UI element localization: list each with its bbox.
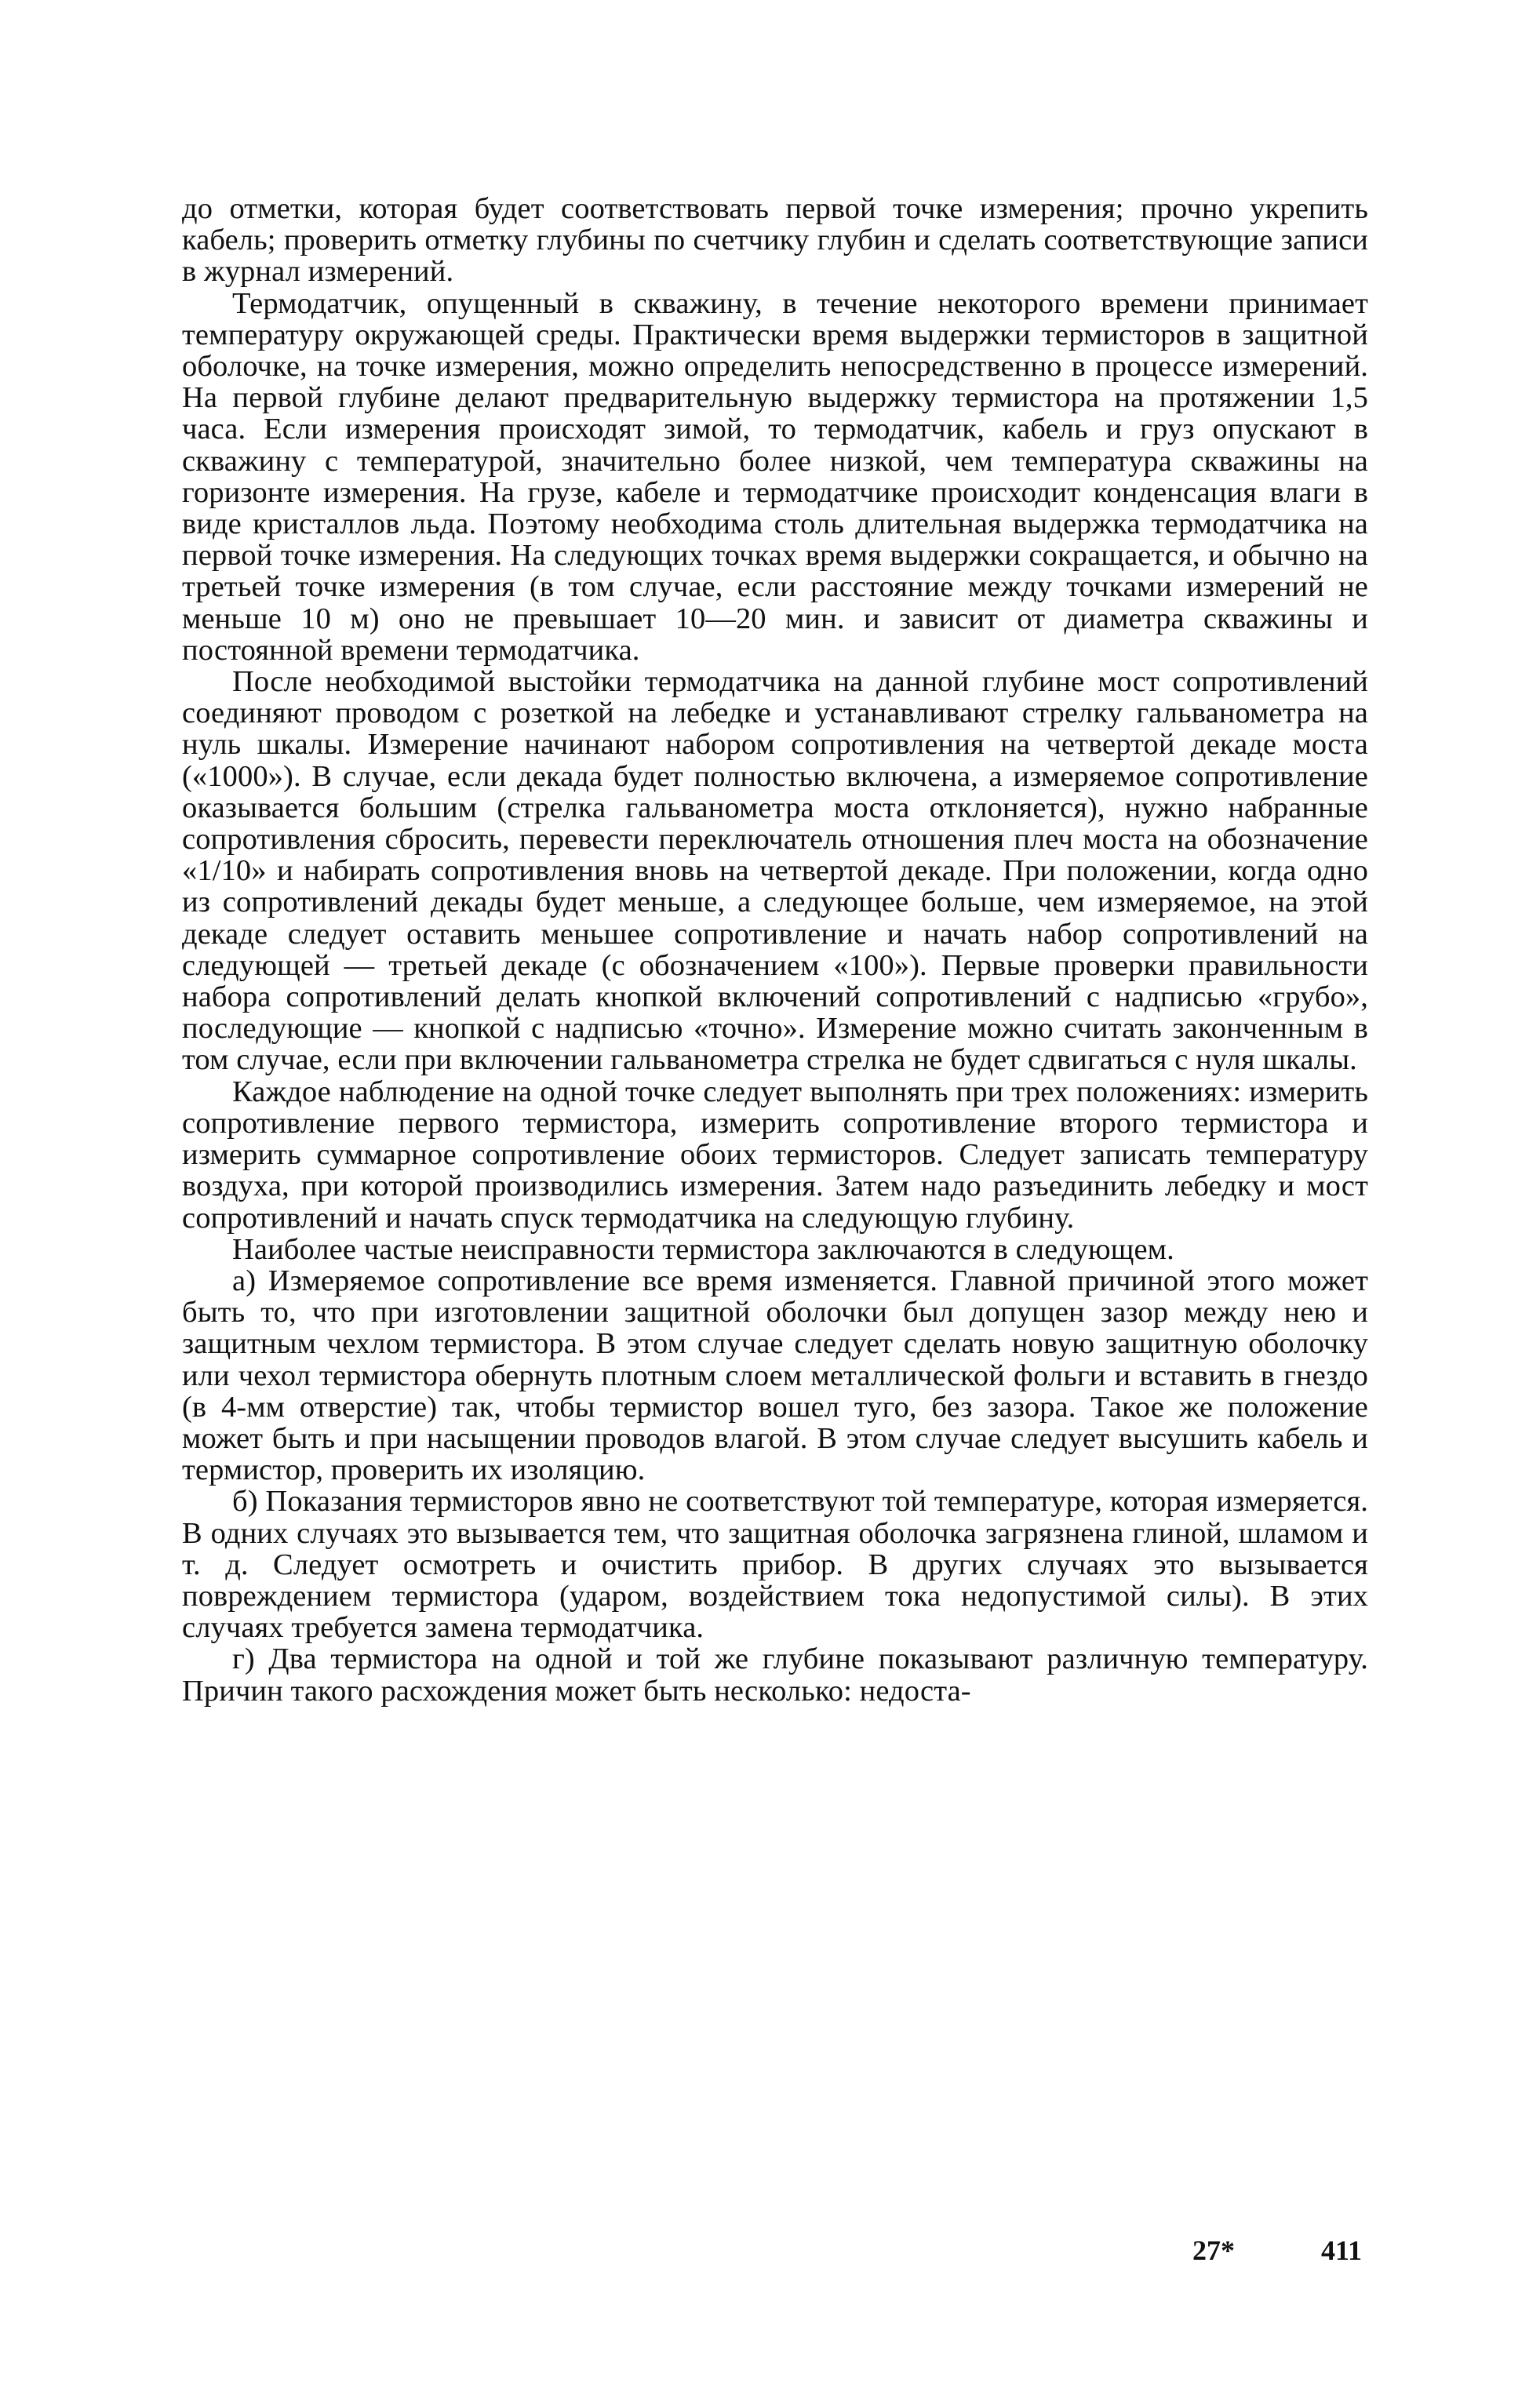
paragraph-list-item: г) Два термистора на одной и той же глубине показывают различную температуру. Причин такого расхождения может быть несколько: недоста-	[182, 1642, 1368, 1708]
paragraph: Термодатчик, опущенный в скважину, в течение некоторого времени принимает температуру окружающей среды. Практически время выдержки термисторов в защитной оболочке, на точке измерения, можно определить непосредственно в процессе измерений. На первой глубине делают предварительную выдержку термистора на протяжении 1,5 часа. Если измерения происходят зимой, то термодатчик, кабель и груз опускают в скважину с температурой, значительно более низкой, чем температура скважины на горизонте измерения. На грузе, кабеле и термодатчике происходит конденсация влаги в виде кристаллов льда. Поэтому необходима столь длительная выдержка термодатчика на первой точке измерения. На следующих точках время выдержки сокращается, и обычно на третьей точке измерения (в том случае, если расстояние между точками измерений не меньше 10 м) оно не превышает 10—20 мин. и зависит от диаметра скважины и постоянной времени термодатчика.	[182, 286, 1368, 667]
page-footer	[0, 2234, 1529, 2273]
paragraph-list-item: б) Показания термисторов явно не соответствуют той температуре, которая измеряется. В одних случаях это вызывается тем, что защитная оболочка загрязнена глиной, шламом и т. д. Следует осмотреть и очистить прибор. В других случаях это вызывается повреждением термистора (ударом, воздействием тока недопустимой силы). В этих случаях требуется замена термодатчика.	[182, 1485, 1368, 1645]
paragraph: Наиболее частые неисправности термистора заключаются в следующем.	[232, 1232, 1174, 1266]
paragraph: Каждое наблюдение на одной точке следует выполнять при трех положениях: измерить сопротивление первого термистора, измерить сопротивление второго термистора и измерить суммарное сопротивление обоих термисторов. Следует записать температуру воздуха, при которой производились измерения. Затем надо разъединить лебедку и мост сопротивлений и начать спуск термодатчика на следующую глубину.	[182, 1075, 1368, 1235]
paragraph: После необходимой выстойки термодатчика на данной глубине мост сопротивлений соединяют проводом с розеткой на лебедке и устанавливают стрелку гальванометра на нуль шкалы. Измерение начинают набором сопротивления на четвертой декаде моста («1000»). В случае, если декада будет полностью включена, а измеряемое сопротивление оказывается большим (стрелка гальванометра моста отклоняется), нужно набранные сопротивления сбросить, перевести переключатель отношения плеч моста на обозначение «1/10» и набирать сопротивления вновь на четвертой декаде. При положении, когда одно из сопротивлений декады будет меньше, а следующее больше, чем измеряемое, на этой декаде следует оставить меньшее сопротивление и начать набор сопротивлений на следующей — третьей декаде (с обозначением «100»). Первые проверки правильности набора сопротивлений делать кнопкой включений сопротивлений с надписью «грубо», последующие — кнопкой с надписью «точно». Измерение можно считать законченным в том случае, если при включении гальванометра стрелка не будет сдвигаться с нуля шкалы.	[182, 665, 1368, 1077]
paragraph: до отметки, которая будет соответствовать первой точке измерения; прочно укрепить кабель; проверить отметку глубины по счетчику глубин и сделать соответствующие записи в журнал измерений.	[182, 192, 1368, 289]
page-number: 411	[1321, 2235, 1363, 2266]
printer-signature-mark: 27*	[1192, 2235, 1235, 2266]
page-body	[182, 193, 1368, 1707]
paragraph-list-item: а) Измеряемое сопротивление все время изменяется. Главной причиной этого может быть то, что при изготовлении защитной оболочки был допущен зазор между нею и защитным чехлом термистора. В этом случае следует сделать новую защитную оболочку или чехол термистора обернуть плотным слоем металлической фольги и вставить в гнездо (в 4-мм отверстие) так, чтобы термистор вошел туго, без зазора. Такое же положение может быть и при насыщении проводов влагой. В этом случае следует высушить кабель и термистор, проверить их изоляцию.	[182, 1264, 1368, 1487]
